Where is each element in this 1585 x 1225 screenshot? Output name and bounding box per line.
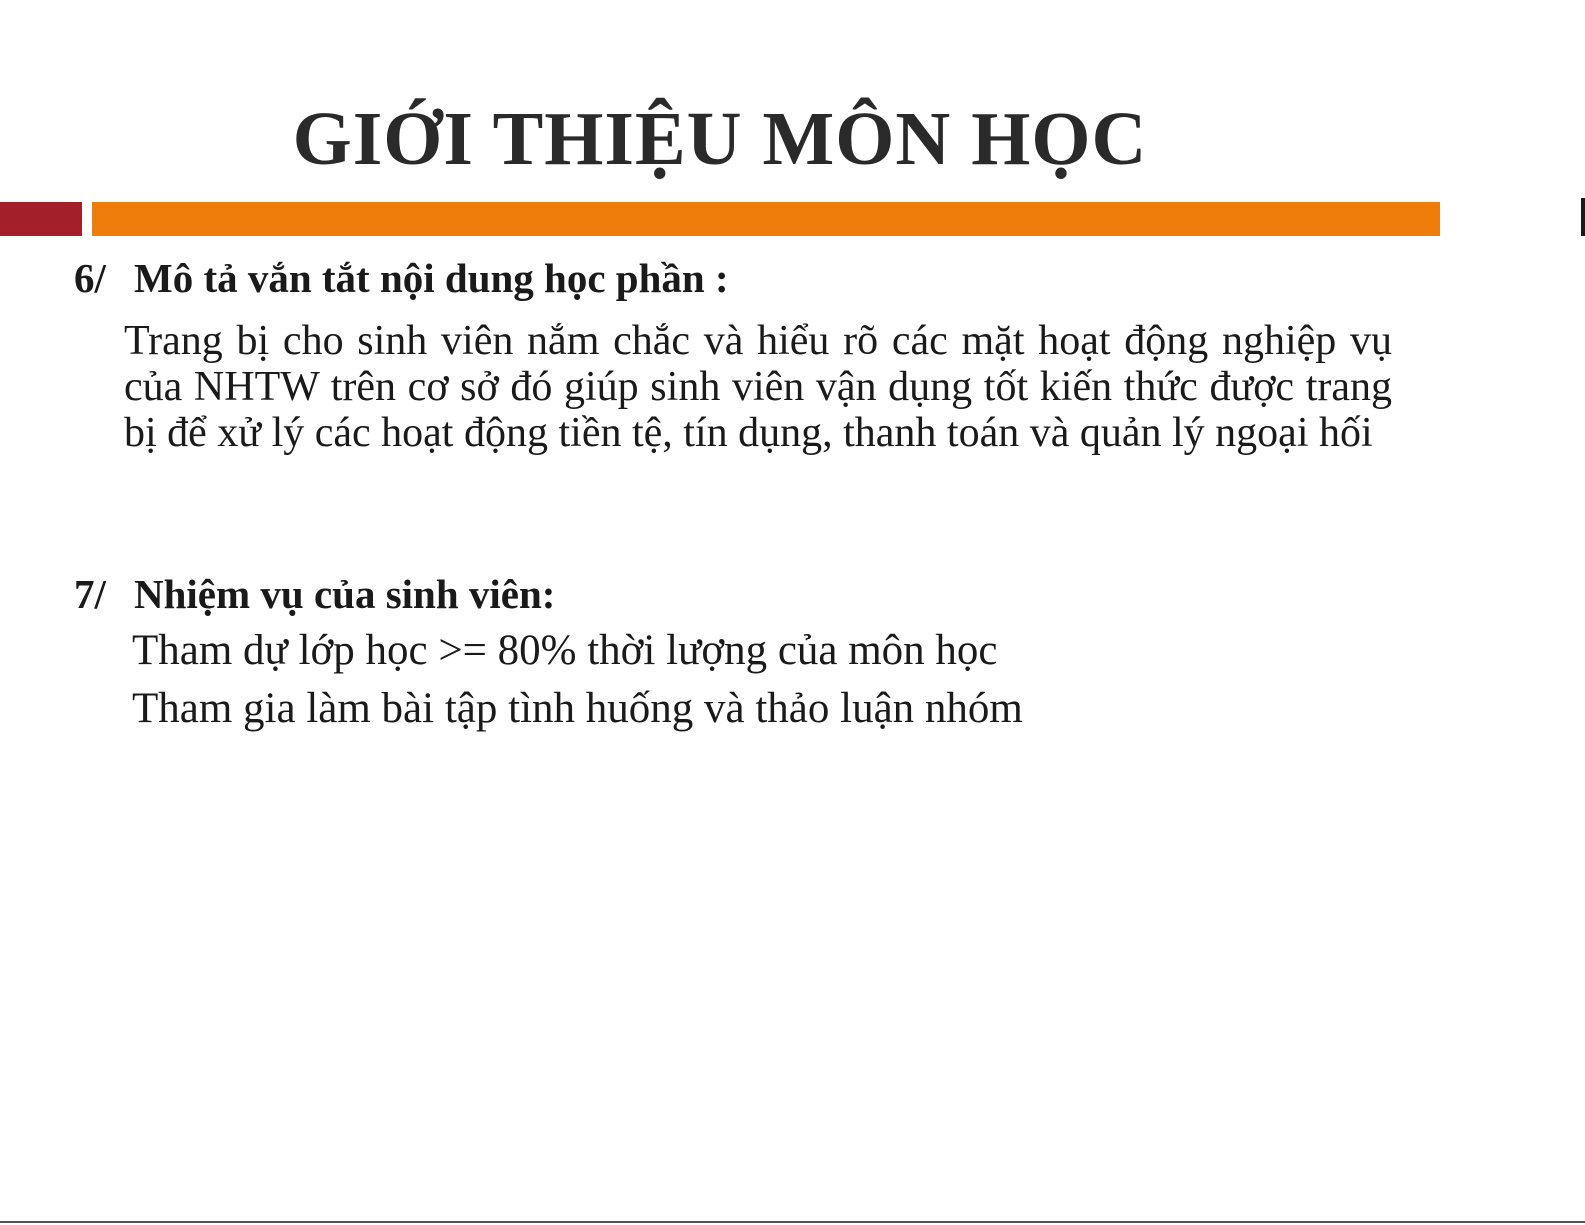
accent-bar-edge xyxy=(1581,198,1585,236)
task-item: Tham dự lớp học >= 80% thời lượng của môn học xyxy=(132,627,998,674)
accent-bar-orange xyxy=(92,202,1440,236)
section-7-heading xyxy=(74,570,555,618)
accent-bar-red xyxy=(0,202,82,236)
section-7-number: 7/ xyxy=(74,571,106,617)
section-6-number: 6/ xyxy=(74,255,106,301)
section-6-heading xyxy=(74,254,729,302)
slide-title: GIỚI THIỆU MÔN HỌC xyxy=(292,97,1148,181)
section-6-title: Mô tả vắn tắt nội dung học phần : xyxy=(134,255,729,301)
task-item: Tham gia làm bài tập tình huống và thảo luận nhóm xyxy=(132,685,1023,732)
section-6-description: Trang bị cho sinh viên nắm chắc và hiểu rõ các mặt hoạt động nghiệp vụ của NHTW trên cơ sở đó giúp sinh viên vận dụng tốt kiến thức được trang bị để xử lý các hoạt động tiền tệ, tín dụng, thanh toán và quản lý ngoại hối xyxy=(124,318,1392,456)
bottom-divider xyxy=(0,1221,1585,1223)
section-7-title: Nhiệm vụ của sinh viên: xyxy=(134,571,556,617)
